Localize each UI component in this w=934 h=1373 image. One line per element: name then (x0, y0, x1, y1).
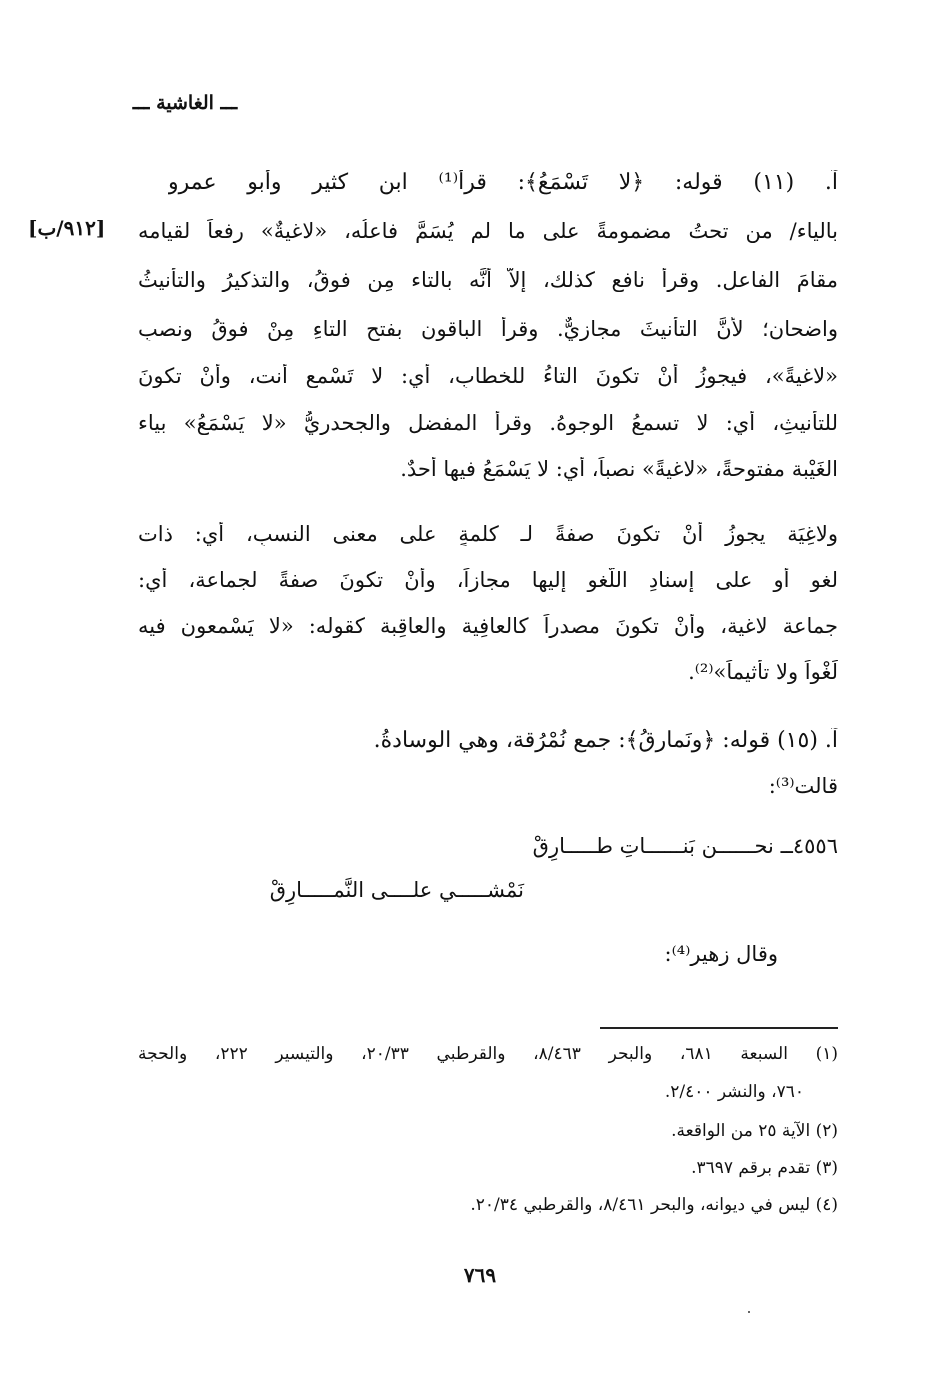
after-verse-line: وقال زهير⁽⁴⁾: (664, 942, 778, 966)
laghiya-line-4: لَغْواً ولا تأثيماً»⁽²⁾. (688, 660, 838, 684)
section-11-line-5: «لاغيةً»، فيجوزُ أَنْ تكونَ التاءُ للخطابِ، أي: لا تَسْمع أنت، وأَنْ تكونَ (138, 364, 838, 388)
laghiya-line-3: جماعة لاغية، وأَنْ تكونَ مصدراً كالعافِية والعاقِبة كقوله: «لا يَسْمعون فيه (138, 614, 838, 638)
footnote-3: (٣) تقدم برقم ٣٦٩٧. (691, 1158, 838, 1178)
laghiya-line-1: ولاغِيَة يجوزُ أَنْ تكونَ صفةً لـ كلمةٍ على معنى النسبِ، أي: ذات (138, 522, 838, 546)
section-15-line-1: آ. (١٥) قوله: ﴿ونَمارِقُ﴾: جمع نُمْرُقة، وهي الوِسادةُ. (373, 728, 838, 753)
page-number: ٧٦٩ (463, 1263, 497, 1287)
verse-line-2: نَمْشـــــي علــــى النَّمـــــارِقْ (269, 878, 524, 902)
section-11-line-6: للتأنيثِ، أي: لا تسمعُ الوجوهُ. وقرأ المفضل والجحدريُّ «لا يَسْمَعُ» بياء (138, 411, 838, 435)
section-11-line-7: الغَيْبة مفتوحةً، «لاغيةً» نصباً، أي: لا يَسْمَعُ فيها أحدٌ. (400, 457, 838, 481)
footnote-1-line-2: ٧٦٠، والنشر ٢/٤٠٠. (664, 1082, 804, 1102)
footnote-4: (٤) ليس في ديوانه، والبحر ٨/٤٦١، والقرطبي ٢٠/٣٤. (470, 1195, 838, 1215)
section-11-line-4: واضحان؛ لأنَّ التأنيثَ مجازيٌّ. وقرأ الباقون بفتح التاءِ مِنْ فوقُ ونصبِ (138, 317, 838, 341)
footnote-separator (600, 1027, 838, 1029)
laghiya-line-2: لغوٍ أو على إسنادِ اللَّغوِ إليها مجازاً، وأَنْ تكونَ صفةً لجماعة، أي: (138, 568, 838, 592)
footnote-2: (٢) الآية ٢٥ من الواقعة. (671, 1121, 838, 1141)
section-15-line-2: قالت⁽³⁾: (768, 774, 838, 798)
footnote-1-line-1: (١) السبعة ٦٨١، والبحر ٨/٤٦٣، والقرطبي ٢٠/٣٣، والتيسير ٢٢٢، والحجة (138, 1044, 838, 1064)
margin-folio-reference: [٩١٢/ب] (28, 216, 106, 240)
section-11-line-2: بالياء/ من تحتُ مضمومةً على ما لم يُسَمَّ فاعلُه، «لاغيةٌ» رفعاً لقيامه (138, 219, 838, 243)
section-11-line-3: مقامَ الفاعلِ. وقرأ نافع كذلك، إلاّ أنَّه بالتاء مِن فوقُ، والتذكيرُ والتأنيثُ (138, 268, 838, 292)
section-11-line-1: آ. (١١) قوله: ﴿لا تَسْمَعُ﴾: قرأ⁽¹⁾ ابن كثير وأبو عمرو (168, 170, 838, 195)
scan-speck (748, 1311, 750, 1313)
verse-line-1: ٤٥٥٦ــ نحــــــن بَنــــــاتِ طـــــارِقْ (532, 834, 838, 858)
running-header: ـــ الغاشية ـــ (132, 92, 238, 114)
